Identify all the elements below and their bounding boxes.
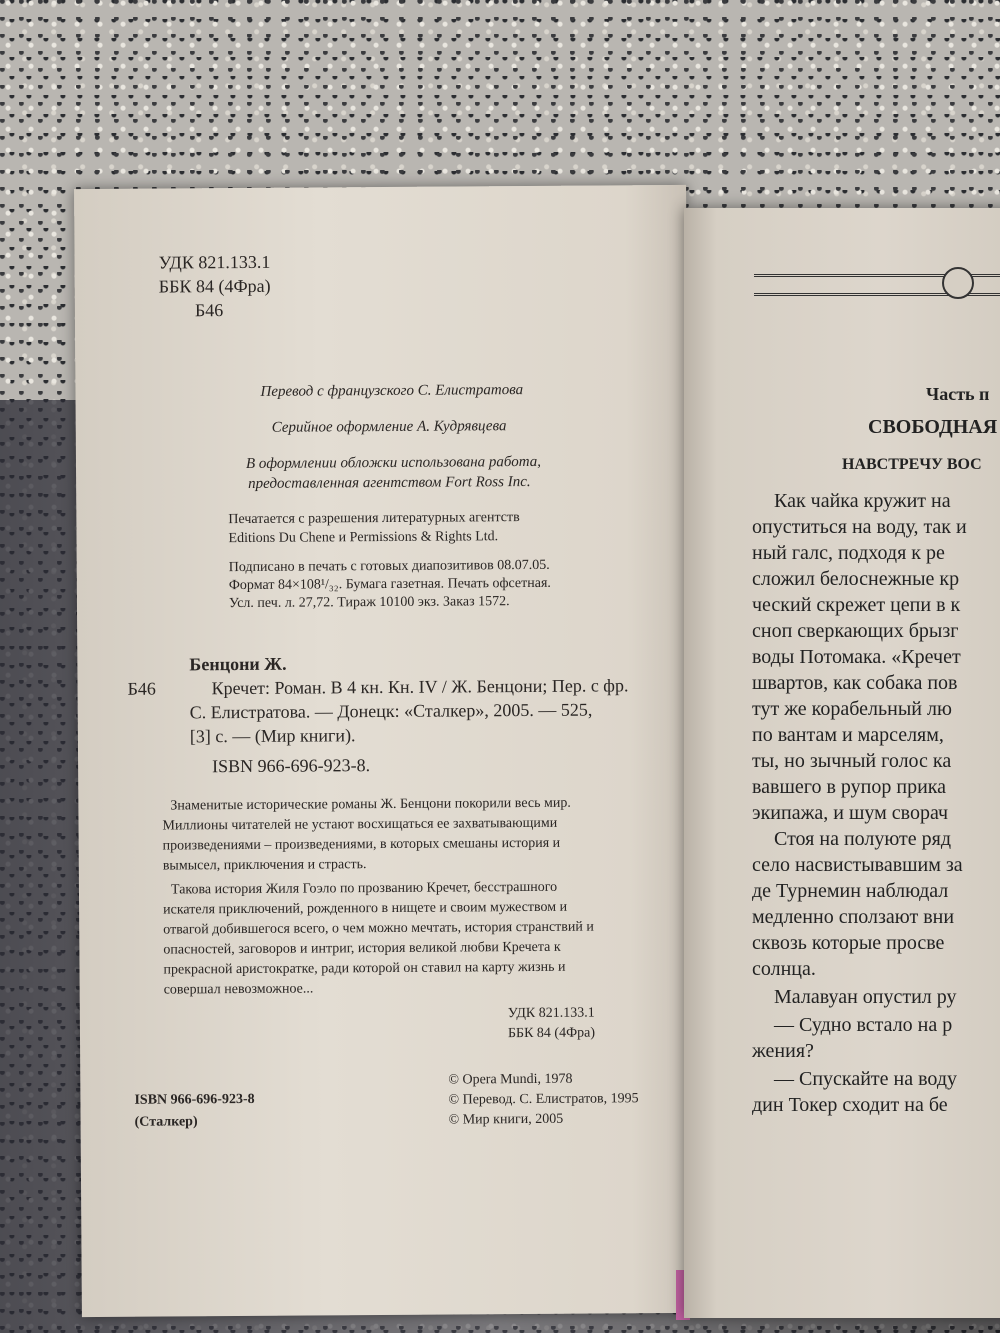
annotation-2-line-4: опасностей, заговоров и интриг, история великой любви Кречета к (163, 939, 561, 958)
chapter-heading: НАВСТРЕЧУ ВОС (842, 456, 982, 473)
text-line-10: по вантам и марселям, (752, 724, 944, 746)
annotation-1-line-1: Знаменитые исторические романы Ж. Бенцони покорили весь мир. (170, 795, 571, 814)
print-info-3: Усл. печ. л. 27,72. Тираж 10100 экз. Заказ 1572. (228, 594, 510, 612)
left-book-page (74, 185, 694, 1317)
text-line-17: медленно сползают вни (752, 906, 955, 928)
print-info-1: Подписано в печать с готовых диапозитивов 08.07.05. (228, 557, 550, 576)
text-line-19: солнца. (752, 958, 816, 980)
credit-translation: Перевод с французского С. Елистратова (260, 382, 524, 400)
biblio-line-1: Кречет: Роман. В 4 кн. Кн. IV / Ж. Бенцони; Пер. с фр. (211, 675, 629, 699)
code-mid: Б46 (127, 678, 156, 699)
bbk-bottom: ББК 84 (4Фра) (507, 1025, 596, 1042)
udk-top: УДК 821.133.1 (158, 251, 271, 273)
text-line-9: тут же корабельный лю (752, 698, 952, 720)
text-line-2: опуститься на воду, так и (752, 516, 967, 538)
text-line-24: дин Токер сходит на бе (752, 1094, 948, 1116)
ornament-divider (754, 274, 1000, 296)
text-line-18: сквозь которые просве (752, 932, 945, 954)
annotation-2-line-5: прекрасной аристократке, ради которой он ставил на карту жизнь и (163, 959, 566, 978)
biblio-line-2: С. Елистратова. — Донецк: «Сталкер», 2005. — 525, (189, 699, 593, 723)
copyright-1: © Opera Mundi, 1978 (448, 1071, 573, 1088)
text-line-1: Как чайка кружит на (774, 490, 951, 512)
annotation-2-line-3: отвагой добившегося всего, о чем можно мечтать, история странствий и (163, 919, 594, 938)
text-line-15: село насвистывавшим за (752, 854, 963, 876)
annotation-2-line-6: совершал невозможное... (163, 981, 314, 998)
text-line-23: — Спускайте на воду (774, 1068, 958, 1090)
copyright-3: © Мир книги, 2005 (448, 1111, 564, 1128)
author-heading: Бенцони Ж. (189, 653, 287, 675)
part-heading: Часть п (926, 384, 990, 404)
text-line-22: жения? (752, 1040, 814, 1062)
isbn-bottom: ISBN 966-696-923-8 (134, 1091, 255, 1108)
text-line-12: вавшего в рупор прика (752, 776, 947, 798)
udk-bottom: УДК 821.133.1 (507, 1005, 595, 1022)
text-line-20: Малавуан опустил ру (774, 986, 957, 1008)
right-book-page (684, 208, 1000, 1318)
text-line-5: ческий скрежет цепи в к (752, 594, 961, 616)
license-line-1: Печатается с разрешения литературных агентств (228, 510, 520, 528)
code-top: Б46 (194, 300, 224, 321)
publisher-bottom: (Сталкер) (134, 1114, 198, 1130)
annotation-1-line-2: Миллионы читателей не устают восхищаться ее захватывающими (162, 815, 558, 834)
section-heading: СВОБОДНАЯ (868, 416, 998, 438)
text-line-3: ный галс, подходя к ре (752, 542, 945, 564)
text-line-11: ты, но зычный голос ка (752, 750, 952, 772)
license-line-2: Editions Du Chene и Permissions & Rights Ltd. (228, 529, 499, 547)
text-line-7: воды Потомака. «Кречет (752, 646, 961, 668)
annotation-2-line-1: Такова история Жиля Гоэло по прозванию Кречет, бесстрашного (170, 879, 558, 898)
print-info-2: Формат 84×108¹/₃₂. Бумага газетная. Печать офсетная. (228, 575, 551, 594)
credit-cover-1: В оформлении обложки использована работа, (245, 453, 542, 472)
text-line-8: швартов, как собака пов (752, 672, 958, 694)
credit-design: Серийное оформление А. Кудрявцева (271, 418, 507, 436)
text-line-14: Стоя на полуюте ряд (774, 828, 952, 850)
text-line-21: — Судно встало на р (774, 1014, 953, 1036)
isbn-mid: ISBN 966-696-923-8. (212, 755, 371, 777)
annotation-1-line-3: произведениями – произведениями, в которых смешаны история и (162, 835, 561, 854)
copyright-2: © Перевод. С. Елистратов, 1995 (448, 1091, 639, 1108)
credit-cover-2: предоставленная агентством Fort Ross Inc. (248, 473, 531, 492)
bbk-top: ББК 84 (4Фра) (158, 275, 271, 297)
annotation-2-line-2: искателя приключений, рожденного в нищете и своим мужеством и (163, 899, 568, 918)
text-line-13: экипажа, и шум своpач (752, 802, 949, 824)
text-line-16: де Турнемин наблюдал (752, 880, 949, 902)
text-line-6: сноп сверкающих брызг (752, 620, 959, 642)
text-line-4: сложил белоснежные кр (752, 568, 960, 590)
biblio-line-3: [3] с. — (Мир книги). (189, 725, 356, 747)
annotation-1-line-4: вымысел, приключения и страсть. (162, 857, 367, 874)
